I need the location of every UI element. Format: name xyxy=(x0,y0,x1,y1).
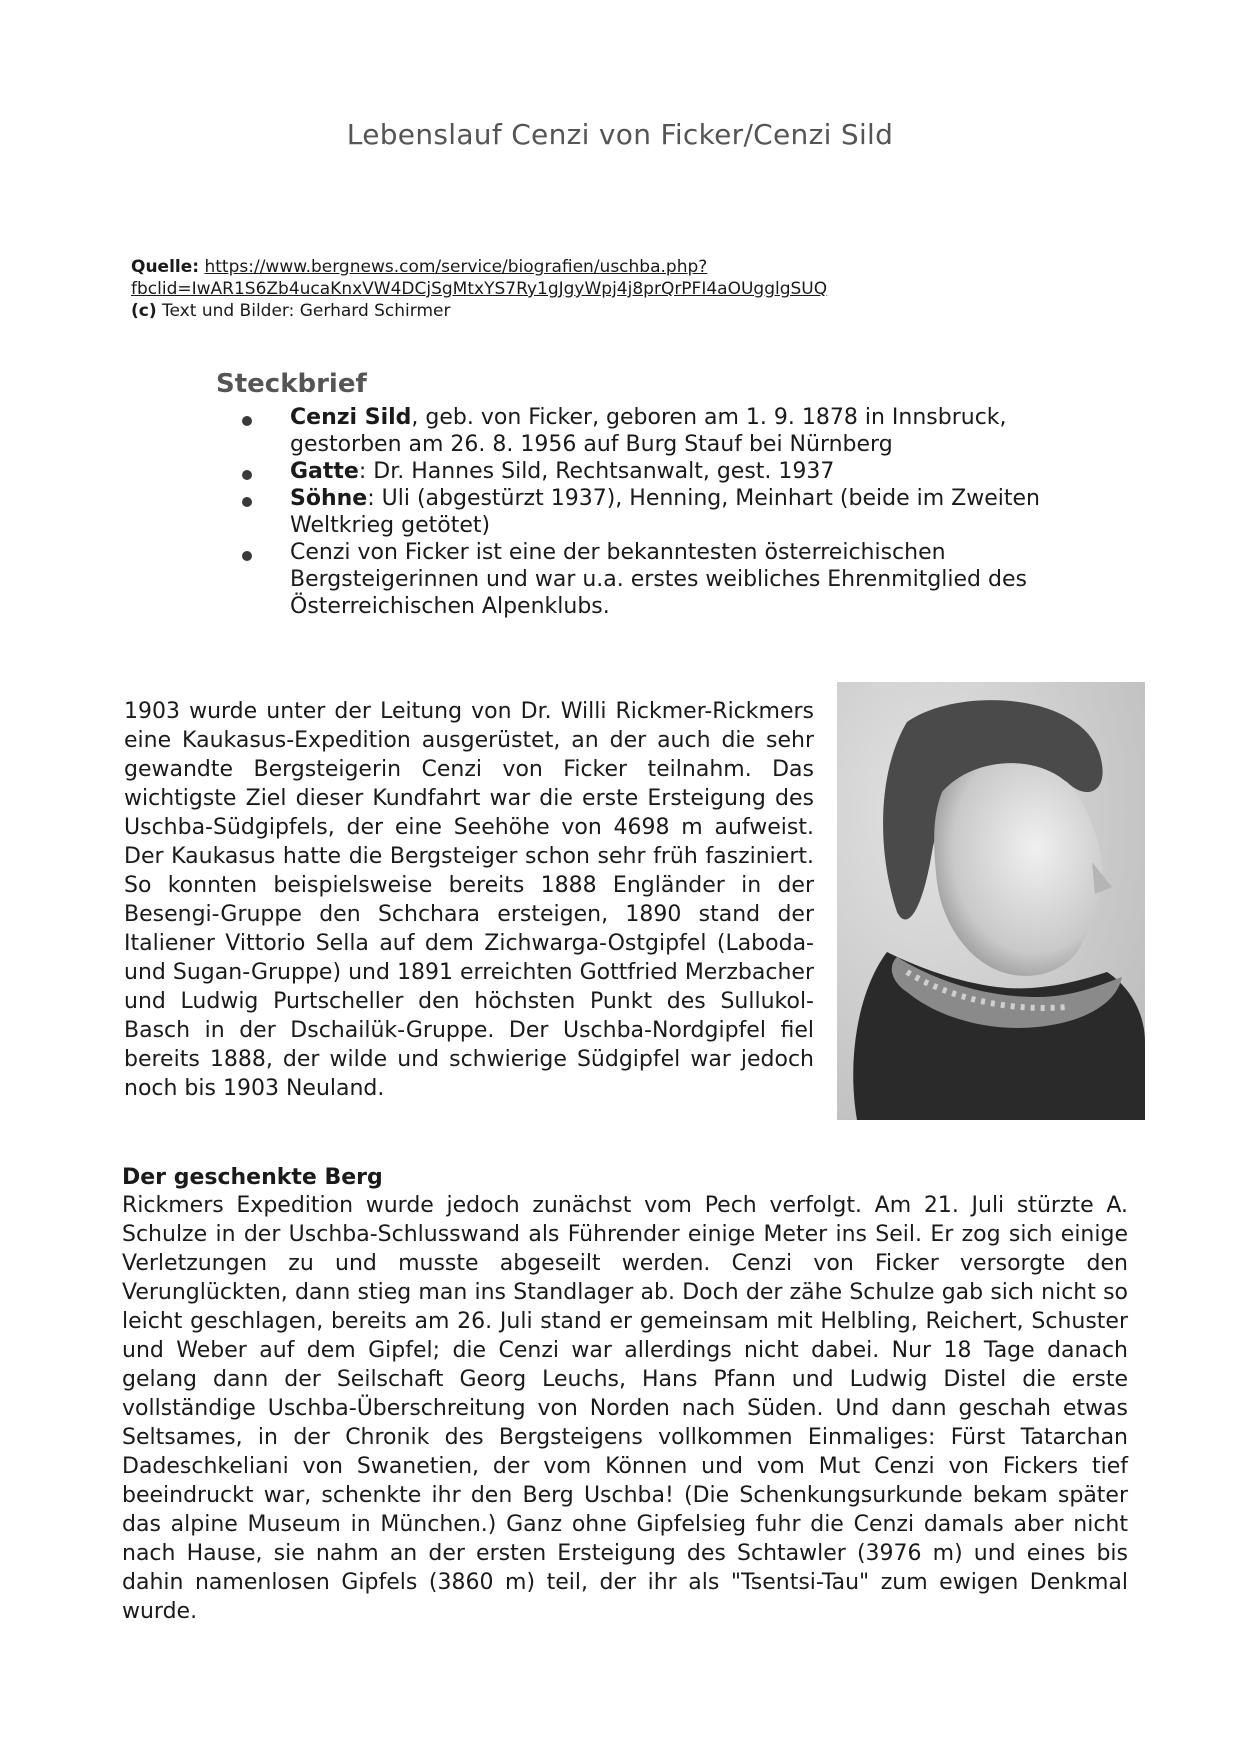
section-paragraph: Rickmers Expedition wurde jedoch zunächst vom Pech verfolgt. Am 21. Juli stürzte A. Schulze in der Uschba-Schlusswand als Führender einige Meter ins Seil. Er zog sich einige Verletzungen zu und musste abgeseilt werden. Cenzi von Ficker versorgte den Verunglückten, dann stieg man ins Standlager ab. Doch der zähe Schulze gab sich nicht so leicht geschlagen, bereits am 26. Juli stand er gemeinsam mit Helbling, Reichert, Schuster und Weber auf dem Gipfel; die Cenzi war allerdings nicht dabei. Nur 18 Tage danach gelang dann der Seilschaft Georg Leuchs, Hans Pfann und Ludwig Distel die erste vollständige Uschba-Überschreitung von Norden nach Süden. Und dann geschah etwas Seltsames, in der Chronik des Bergsteigens vollkommen Einmaliges: Fürst Tatarchan Dadeschkeliani von Swanetien, der vom Können und vom Mut Cenzi von Fickers tief beeindruckt war, schenkte ihr den Berg Uschba! (Die Schenkungsurkunde bekam später das alpine Museum in München.) Ganz ohne Gipfelsieg fuhr die Cenzi damals aber nicht nach Hause, sie nahm an der ersten Ersteigung des Schtawler (3976 m) und eines bis dahin namenlosen Gipfels (3860 m) teil, der ihr als "Tsentsi-Tau" zum ewigen Denkmal wurde. xyxy=(122,1193,1128,1624)
source-label: Quelle: xyxy=(131,257,200,277)
source-link-line1[interactable]: https://www.bergnews.com/service/biografien/uschba.php? xyxy=(204,257,708,277)
profile-box xyxy=(210,368,1110,620)
source-link-line2[interactable]: fbclid=IwAR1S6Zb4ucaKnxVW4DCjSgMtxYS7Ry1gJgyWpj4j8prQrPFI4aOUgglgSUQ xyxy=(131,279,828,299)
profile-item-text: Cenzi von Ficker ist eine der bekanntesten österreichischen Bergsteigerinnen und war u.a. erstes weibliches Ehrenmitglied des Österreichischen Alpenklubs. xyxy=(290,540,1027,619)
profile-item xyxy=(210,458,1110,485)
profile-item xyxy=(210,404,1110,458)
bullet-icon xyxy=(242,470,252,480)
profile-item-text: : Dr. Hannes Sild, Rechtsanwalt, gest. 1937 xyxy=(358,459,835,484)
profile-item xyxy=(210,485,1110,539)
credit-text: Text und Bilder: Gerhard Schirmer xyxy=(162,301,451,321)
portrait-photo xyxy=(837,682,1145,1120)
profile-list xyxy=(210,404,1110,620)
profile-item-bold: Cenzi Sild xyxy=(290,405,412,430)
profile-heading: Steckbrief xyxy=(216,369,367,399)
page-title: Lebenslauf Cenzi von Ficker/Cenzi Sild xyxy=(346,118,894,151)
bullet-icon xyxy=(242,497,252,507)
profile-item xyxy=(210,539,1110,620)
bullet-icon xyxy=(242,551,252,561)
source-block xyxy=(131,256,1131,322)
intro-paragraph: 1903 wurde unter der Leitung von Dr. Willi Rickmer-Rickmers eine Kaukasus-Expedition ausgerüstet, an der auch die sehr gewandte Bergsteigerin Cenzi von Ficker teilnahm. Das wichtigste Ziel dieser Kundfahrt war die erste Ersteigung des Uschba-Südgipfels, der eine Seehöhe von 4698 m aufweist. Der Kaukasus hatte die Bergsteiger schon sehr früh fasziniert. So konnten beispielsweise bereits 1888 Engländer in der Besengi-Gruppe den Schchara ersteigen, 1890 stand der Italiener Vittorio Sella auf dem Zichwarga-Ostgipfel (Laboda- und Sugan-Gruppe) und 1891 erreichten Gottfried Merzbacher und Ludwig Purtscheller den höchsten Punkt des Sullukol-Basch in der Dschailük-Gruppe. Der Uschba-Nordgipfel fiel bereits 1888, der wilde und schwierige Südgipfel war jedoch noch bis 1903 Neuland. xyxy=(124,699,814,1101)
bullet-icon xyxy=(242,416,252,426)
profile-item-text: : Uli (abgestürzt 1937), Henning, Meinhart (beide im Zweiten Weltkrieg getötet) xyxy=(290,486,1040,538)
profile-item-bold: Gatte xyxy=(290,459,359,484)
profile-item-text: , geb. von Ficker, geboren am 1. 9. 1878 in Innsbruck, gestorben am 26. 8. 1956 auf Burg Stauf bei Nürnberg xyxy=(290,405,1007,457)
profile-item-bold: Söhne xyxy=(290,486,368,511)
portrait-illustration xyxy=(837,682,1145,1120)
section-heading: Der geschenkte Berg xyxy=(122,1165,383,1190)
credit-label: (c) xyxy=(131,301,157,321)
